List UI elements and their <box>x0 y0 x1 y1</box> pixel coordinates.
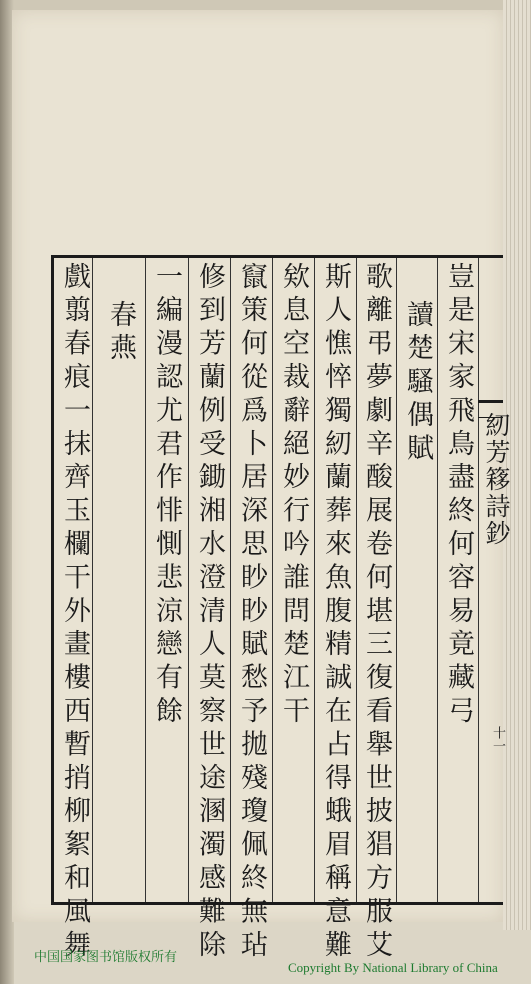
text-column-7: 修到芳蘭例受鋤湘水澄清人莫察世途溷濁感難除 <box>194 262 225 964</box>
column-rule <box>188 258 189 902</box>
column-rule <box>230 258 231 902</box>
copyright-en: Copyright By National Library of China <box>288 960 498 975</box>
text-column-1: 豈是宋家飛鳥盡終何容易竟藏弓 <box>443 262 474 730</box>
text-column-10: 戲翦春痕一抹齊玉欄干外畫樓西暫捎柳絮和風舞 <box>59 262 90 964</box>
column-rule <box>314 258 315 902</box>
column-rule <box>356 258 357 902</box>
column-rule <box>396 258 397 902</box>
text-column-8: 一編漫認尤君作悱惻悲涼戀有餘 <box>151 262 182 730</box>
column-rule <box>92 258 93 902</box>
text-column-6: 竄策何從爲卜居深思眇眇賦愁予拋殘瓊佩終無玷 <box>236 262 267 964</box>
text-column-5: 欸息空裁辭絕妙行吟誰問楚江干 <box>278 262 309 730</box>
banner-title: 紉芳簃詩鈔 <box>482 412 511 547</box>
copyright-cn: 中国国家图书馆版权所有 <box>34 950 178 965</box>
text-column-4: 斯人憔悴獨紉蘭葬來魚腹精誠在占得蛾眉稱意難 <box>320 262 351 964</box>
column-rule <box>145 258 146 902</box>
text-column-9-title: 春燕 <box>105 300 136 367</box>
column-rule <box>272 258 273 902</box>
folio-number: 十一 <box>490 726 505 752</box>
text-column-3: 歌離弔夢劇辛酸展卷何堪三復看舉世披猖方服艾 <box>361 262 392 964</box>
column-rule <box>437 258 438 902</box>
text-column-2-title: 讀楚騷偶賦 <box>402 300 433 467</box>
column-rule <box>478 258 479 902</box>
